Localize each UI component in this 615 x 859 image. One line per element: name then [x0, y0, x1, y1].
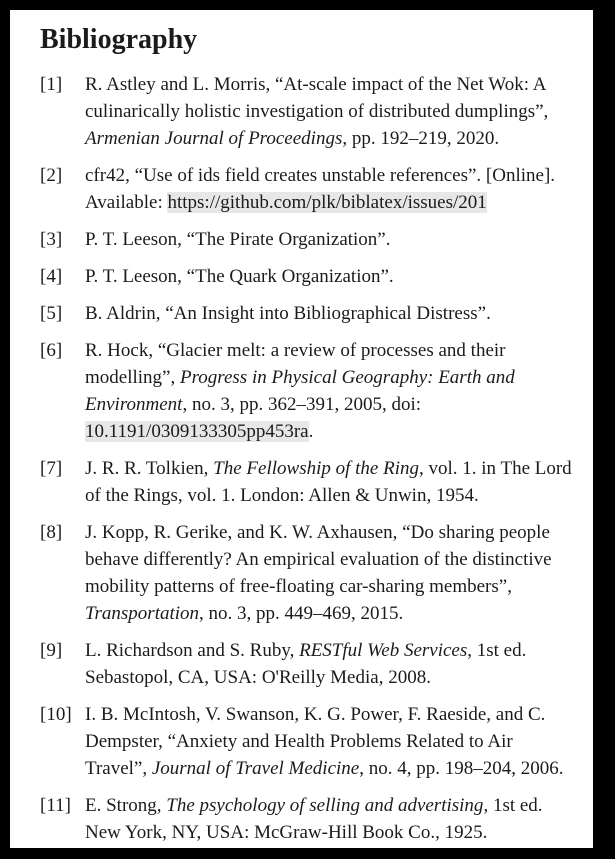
reference-link[interactable]: https://github.com/plk/biblatex/issues/201 — [167, 192, 487, 213]
bibliography-entry — [40, 337, 572, 445]
reference-text-segment: P. T. Leeson, “The Quark Organization”. — [85, 266, 394, 287]
entry-text — [85, 226, 572, 253]
reference-link[interactable]: 10.1191/0309133305pp453ra — [85, 421, 309, 442]
entry-text — [85, 519, 572, 627]
bibliography-entry — [40, 519, 572, 627]
reference-work-title: Armenian Journal of Proceedings — [85, 128, 343, 149]
entry-number: [4] — [40, 266, 63, 287]
bibliography-entry — [40, 455, 572, 509]
entry-number: [11] — [40, 795, 71, 816]
entry-text — [85, 637, 572, 691]
bibliography-entry — [40, 226, 572, 253]
entry-number: [9] — [40, 640, 63, 661]
reference-work-title: Transportation — [85, 603, 200, 624]
entry-number: [7] — [40, 458, 63, 479]
reference-text-segment: , 1st ed. Sebastopol, CA, USA: O'Reilly Media, 2008. — [85, 640, 527, 688]
entry-number: [3] — [40, 229, 63, 250]
reference-work-title: Journal of Travel Medicine — [151, 758, 360, 779]
reference-text-segment: cfr42, “Use of ids field creates unstable references”. [Online]. Available: — [85, 165, 556, 213]
bibliography-entry — [40, 637, 572, 691]
entry-text — [85, 300, 572, 327]
entry-text — [85, 455, 572, 509]
reference-text-segment: . — [308, 421, 314, 442]
bibliography-entry — [40, 300, 572, 327]
reference-work-title: RESTful Web Services — [299, 640, 468, 661]
entry-number: [5] — [40, 303, 63, 324]
entry-number: [10] — [40, 704, 72, 725]
entry-text — [85, 337, 572, 445]
reference-text-segment: , vol. 1. in The Lord of the Rings, vol. 1. London: Allen & Unwin, 1954. — [85, 458, 572, 506]
reference-text-segment: , pp. 192–219, 2020. — [342, 128, 500, 149]
reference-text-segment: , no. 3, pp. 449–469, 2015. — [199, 603, 404, 624]
entry-text — [85, 71, 572, 152]
entry-number: [1] — [40, 74, 63, 95]
entry-text — [85, 162, 572, 216]
reference-text-segment: L. Richardson and S. Ruby, — [85, 640, 300, 661]
bibliography-entry — [40, 71, 572, 152]
reference-work-title: The Fellowship of the Ring — [213, 458, 419, 479]
page-title: Bibliography — [40, 24, 198, 55]
reference-text-segment: J. Kopp, R. Gerike, and K. W. Axhausen, “Do sharing people behave differently? An empirical evaluation of the distinctive mobility patterns of free-floating car-sharing members”, — [85, 522, 552, 597]
reference-text-segment: R. Astley and L. Morris, “At-scale impact of the Net Wok: A culinarically holistic investigation of distributed dumplings”, — [85, 74, 549, 122]
entry-number: [2] — [40, 165, 63, 186]
bibliography-entry — [40, 162, 572, 216]
bibliography-entry — [40, 701, 572, 782]
entry-text — [85, 263, 572, 290]
reference-text-segment: I. B. McIntosh, V. Swanson, K. G. Power, F. Raeside, and C. Dempster, “Anxiety and Health Problems Related to Air Travel”, — [85, 704, 546, 779]
reference-text-segment: , no. 3, pp. 362–391, 2005, doi: — [182, 394, 422, 415]
reference-text-segment: B. Aldrin, “An Insight into Bibliographical Distress”. — [85, 303, 491, 324]
entry-text — [85, 792, 572, 846]
reference-text-segment: P. T. Leeson, “The Pirate Organization”. — [85, 229, 391, 250]
bibliography-list — [40, 71, 572, 846]
entry-number: [6] — [40, 340, 63, 361]
reference-text-segment: E. Strong, — [85, 795, 167, 816]
reference-text-segment: , no. 4, pp. 198–204, 2006. — [359, 758, 564, 779]
reference-text-segment: , 1st ed. New York, NY, USA: McGraw-Hill Book Co., 1925. — [85, 795, 543, 843]
reference-text-segment: R. Hock, “Glacier melt: a review of processes and their modelling”, — [85, 340, 506, 388]
entry-number: [8] — [40, 522, 63, 543]
reference-text-segment: J. R. R. Tolkien, — [85, 458, 214, 479]
entry-text — [85, 701, 572, 782]
reference-work-title: Progress in Physical Geography: Earth and Environment — [85, 367, 515, 415]
bibliography-entry — [40, 792, 572, 846]
bibliography-page — [10, 10, 593, 848]
reference-work-title: The psychology of selling and advertising — [166, 795, 484, 816]
bibliography-entry — [40, 263, 572, 290]
